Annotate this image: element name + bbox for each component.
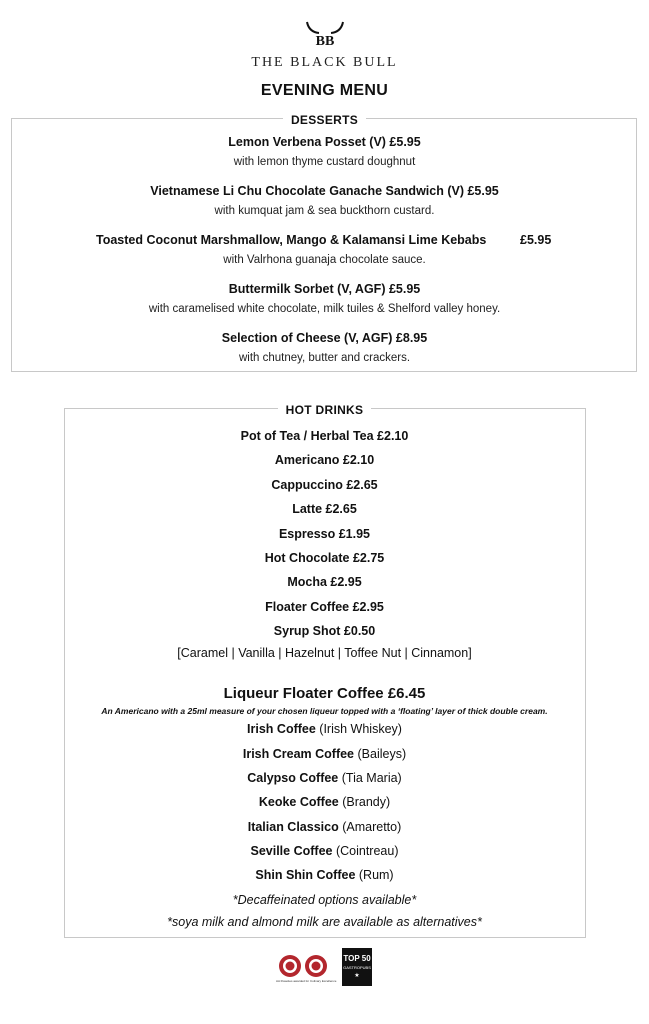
rosette-icon (304, 954, 328, 978)
bull-horns-logo-icon (303, 20, 347, 48)
desserts-heading-wrap (0, 111, 649, 129)
dessert-item-name: Buttermilk Sorbet (V, AGF) £5.95 (228, 282, 421, 296)
liqueur-item-spirit: (Brandy) (342, 795, 391, 809)
drink-item: Mocha £2.95 (287, 575, 362, 589)
milk-note: *soya milk and almond milk are available as alternatives* (167, 915, 482, 929)
badge-top: TOP 50 (343, 954, 371, 963)
desserts-heading: DESSERTS (283, 113, 366, 127)
liqueur-item (0, 795, 649, 809)
dessert-item-name: Lemon Verbena Posset (V) £5.95 (228, 135, 421, 149)
decaf-note: *Decaffeinated options available* (232, 893, 417, 907)
liqueur-item-spirit: (Irish Whiskey) (319, 722, 402, 736)
dessert-item-name: Selection of Cheese (V, AGF) £8.95 (221, 331, 428, 345)
liqueur-item-spirit: (Cointreau) (335, 844, 399, 858)
dessert-item-desc: with kumquat jam & sea buckthorn custard. (214, 205, 435, 217)
rosette-icon (278, 954, 302, 978)
liqueur-item-name: Calypso Coffee (247, 771, 339, 785)
brand-logo (0, 20, 649, 71)
drink-item: Syrup Shot £0.50 (273, 624, 376, 638)
liqueur-item (0, 844, 649, 858)
liqueur-item (0, 747, 649, 761)
hot-drinks-heading: HOT DRINKS (278, 403, 372, 417)
syrup-options: [Caramel | Vanilla | Hazelnut | Toffee Nut | Cinnamon] (177, 646, 472, 660)
dessert-item-desc: with lemon thyme custard doughnut (233, 156, 416, 168)
liqueur-item (0, 722, 649, 736)
dessert-item-name: Vietnamese Li Chu Chocolate Ganache Sandwich (V) £5.95 (150, 184, 499, 198)
liqueur-item-name: Italian Classico (247, 820, 339, 834)
drink-item: Americano £2.10 (274, 453, 375, 467)
star-icon: ★ (354, 973, 360, 979)
drink-item: Cappuccino £2.65 (271, 478, 378, 492)
drink-item: Espresso £1.95 (278, 527, 371, 541)
dessert-item-name: Toasted Coconut Marshmallow, Mango & Kalamansi Lime Kebabs (96, 233, 487, 247)
liqueur-item (0, 771, 649, 785)
page-title: EVENING MENU (260, 82, 389, 99)
liqueur-desc: An Americano with a 25ml measure of your chosen liqueur topped with a ‘floating’ layer of thick double cream. (101, 706, 548, 716)
drink-item: Floater Coffee £2.95 (265, 600, 384, 614)
liqueur-item-spirit: (Amaretto) (342, 820, 402, 834)
liqueur-title: Liqueur Floater Coffee £6.45 (223, 685, 426, 702)
brand-name: THE BLACK BULL (251, 55, 398, 70)
liqueur-item-spirit: (Rum) (358, 868, 394, 882)
drink-item: Hot Chocolate £2.75 (264, 551, 385, 565)
dessert-item-desc: with caramelised white chocolate, milk tuiles & Shelford valley honey. (148, 303, 501, 315)
dessert-item-price: £5.95 (520, 233, 552, 247)
liqueur-item (0, 820, 649, 834)
svg-text:BB: BB (315, 34, 334, 49)
drink-item: Latte £2.65 (292, 502, 357, 516)
liqueur-item-spirit: (Tia Maria) (341, 771, 402, 785)
liqueur-item-spirit: (Baileys) (357, 747, 407, 761)
liqueur-item-name: Irish Coffee (247, 722, 316, 736)
rosettes-caption: AA Rosettes awarded for Culinary Excellence (276, 979, 337, 983)
liqueur-item-name: Keoke Coffee (258, 795, 339, 809)
liqueur-item-name: Seville Coffee (250, 844, 333, 858)
top50-gastropubs-badge (342, 948, 372, 986)
liqueur-item (0, 868, 649, 882)
liqueur-item-name: Shin Shin Coffee (255, 868, 356, 882)
aa-rosettes (276, 954, 337, 986)
liqueur-item-name: Irish Cream Coffee (242, 747, 355, 761)
drink-item: Pot of Tea / Herbal Tea £2.10 (240, 429, 409, 443)
badge-bottom: GASTROPUBS (343, 965, 371, 970)
hot-drinks-heading-wrap (0, 401, 649, 419)
dessert-item-desc: with Valrhona guanaja chocolate sauce. (223, 254, 426, 266)
dessert-item-desc: with chutney, butter and crackers. (238, 352, 411, 364)
